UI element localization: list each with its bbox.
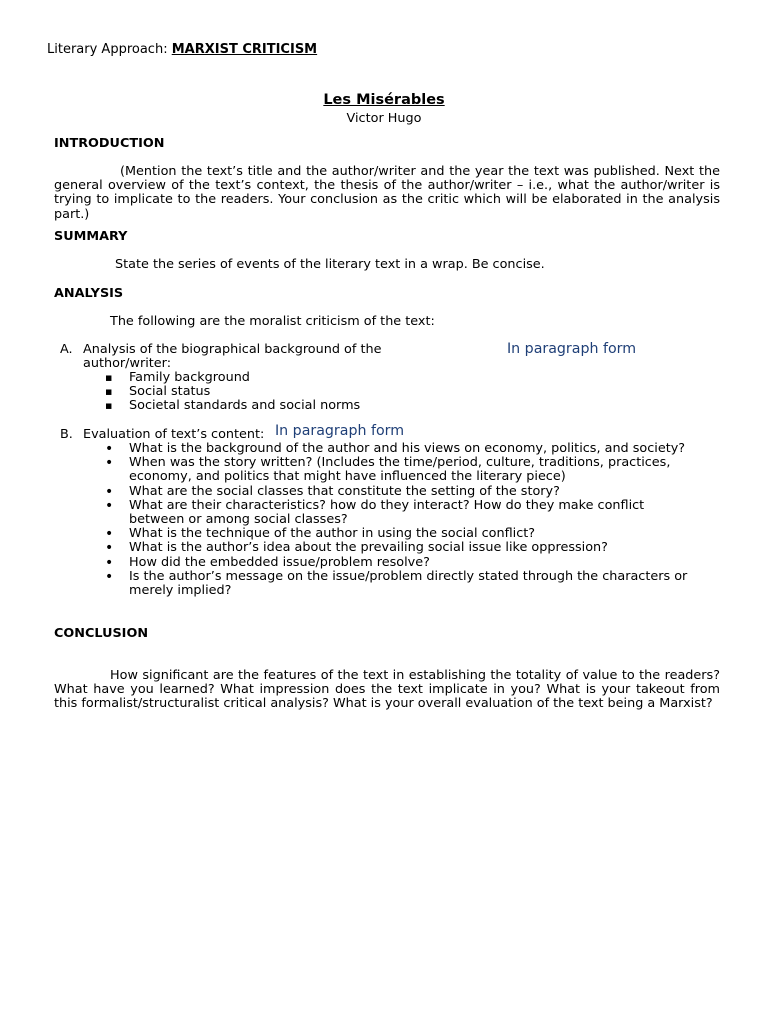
list-item: • How did the embedded issue/problem resolve? [105, 556, 695, 570]
analysis-b-note: In paragraph form [275, 423, 405, 439]
list-item: ▪ Societal standards and social norms [105, 399, 360, 413]
analysis-a-line2: author/writer: [83, 356, 172, 371]
list-item: • What is the technique of the author in using the social conflict? [105, 527, 695, 541]
biographical-list [105, 371, 360, 414]
analysis-intro: The following are the moralist criticism of the text: [110, 314, 435, 329]
analysis-a-line1: Analysis of the biographical background of the [83, 342, 382, 357]
conclusion-text: How significant are the features of the text in establishing the totality of value to the readers? What have you learned? What impression does the text implicate in you? What is your takeout from this formalist/structuralist critical analysis? What is your overall evaluation of the text being a Marxist? [54, 668, 720, 712]
content-evaluation-list [105, 442, 695, 598]
summary-heading: SUMMARY [54, 229, 128, 244]
list-item: • What are the social classes that constitute the setting of the story? [105, 485, 695, 499]
analysis-heading: ANALYSIS [54, 286, 124, 301]
list-item: • What is the author’s idea about the prevailing social issue like oppression? [105, 541, 695, 555]
introduction-text: (Mention the text’s title and the author/writer and the year the text was published. Next the general overview of the text’s context, the thesis of the author/writer – i.e., what the author/writer is trying to implicate to the readers. Your conclusion as the critic which will be elaborated in the analysis part.) [54, 164, 720, 222]
list-marker-a: A. [60, 342, 73, 357]
list-item: ▪ Family background [105, 371, 360, 385]
conclusion-heading: CONCLUSION [54, 626, 149, 641]
approach-value: MARXIST CRITICISM [171, 42, 318, 57]
document-title: Les Misérables [323, 92, 445, 108]
analysis-b-label: Evaluation of text’s content: [83, 427, 265, 442]
literary-approach-line [47, 43, 317, 57]
list-item: • What are their characteristics? how do they interact? How do they make conflict between or among social classes? [105, 499, 695, 527]
list-item: • What is the background of the author and his views on economy, politics, and society? [105, 442, 695, 456]
summary-text: State the series of events of the literary text in a wrap. Be concise. [115, 257, 545, 272]
approach-label: Literary Approach: [47, 42, 172, 57]
list-item: • Is the author’s message on the issue/problem directly stated through the characters or merely implied? [105, 570, 695, 598]
list-marker-b: B. [60, 427, 73, 442]
list-item: • When was the story written? (Includes the time/period, culture, traditions, practices, economy, and politics that might have influenced the literary piece) [105, 456, 695, 484]
analysis-a-note: In paragraph form [507, 341, 637, 357]
document-author: Victor Hugo [346, 111, 422, 126]
introduction-heading: INTRODUCTION [54, 136, 165, 151]
list-item: ▪ Social status [105, 385, 360, 399]
